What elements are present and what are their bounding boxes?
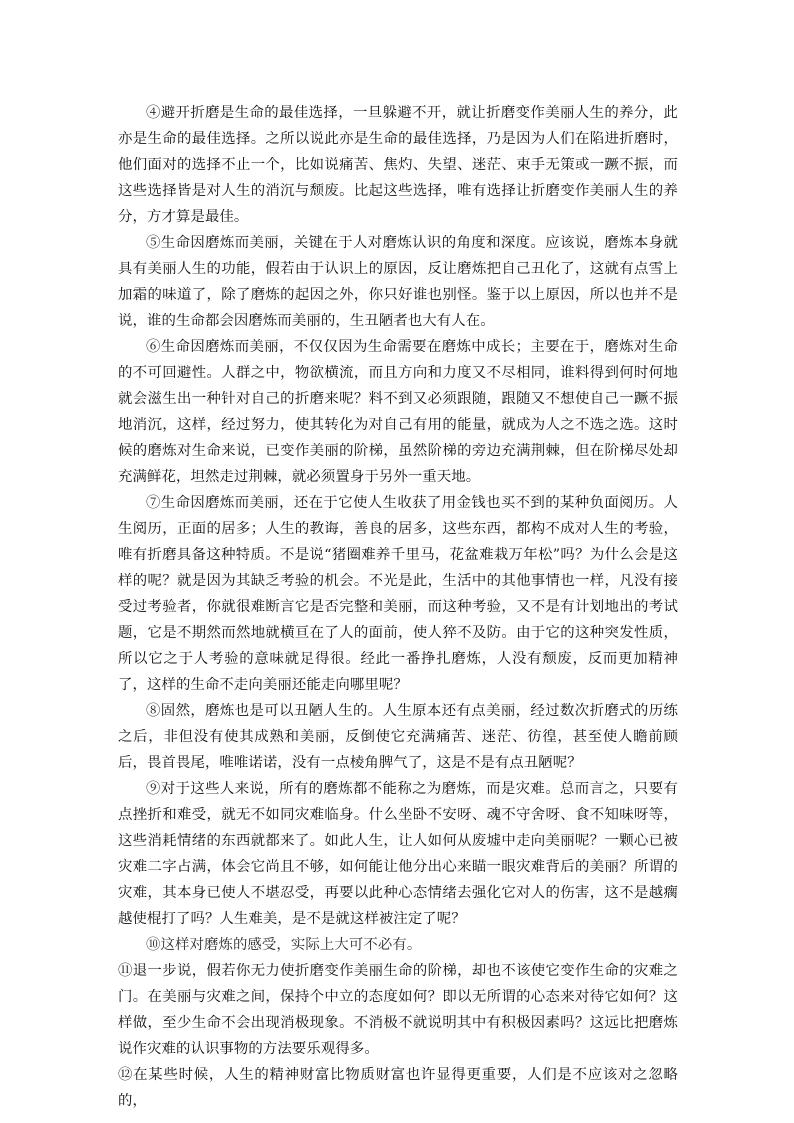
paragraph-4: ④避开折磨是生命的最佳选择，一旦躲避不开，就让折磨变作美丽人生的养分，此亦是生命的最佳选择。之所以说此亦是生命的最佳选择，乃是因为人们在陷进折磨时，他们面对的选择不止一个，比如说痛苦、焦灼、失望、迷茫、束手无策或一蹶不振，而这些选择皆是对人生的消沉与颓废。比起这些选择，唯有选择让折磨变作美丽人生的养分，方才算是最佳。 bbox=[118, 105, 678, 225]
paragraph-9: ⑨对于这些人来说，所有的磨炼都不能称之为磨炼，而是灾难。总而言之，只要有点挫折和难受，就无不如同灾难临身。什么坐卧不安呀、魂不守舍呀、食不知味呀等，这些消耗情绪的东西就都来了。如此人生，让人如何从废墟中走向美丽呢？一颗心已被灾难二字占满，体会它尚且不够，如何能让他分出心来瞄一眼灾难背后的美丽？所谓的灾难，其本身已使人不堪忍受，再要以此种心态情绪去强化它对人的伤害，这不是越瘸越使棍打了吗？人生难美，是不是就这样被注定了呢？ bbox=[118, 781, 678, 927]
paragraph-10: ⑩这样对磨炼的感受，实际上大可不必有。 bbox=[146, 937, 422, 953]
paragraph-12: ⑫在某些时候，人生的精神财富比物质财富也许显得更重要，人们是不应该对之忽略的， bbox=[118, 1067, 678, 1109]
paragraph-6: ⑥生命因磨炼而美丽，不仅仅因为生命需要在磨炼中成长；主要在于，磨炼对生命的不可回避性。人群之中，物欲横流，而且方向和力度又不尽相同，谁料得到何时何地就会滋生出一种针对自己的折磨来呢？料不到又必须跟随，跟随又不想使自己一蹶不振地消沉，这样，经过努力，使其转化为对自己有用的能量，就成为人之不选之选。这时候的磨炼对生命来说，已变作美丽的阶梯，虽然阶梯的旁边充满荆棘，但在阶梯尽处却充满鲜花，坦然走过荆棘，就必须置身于另外一重天地。 bbox=[118, 339, 678, 485]
paragraph-7: ⑦生命因磨炼而美丽，还在于它使人生收获了用金钱也买不到的某种负面阅历。人生阅历，正面的居多；人生的教诲，善良的居多，这些东西，都构不成对人生的考验，唯有折磨具备这种特质。不是说“猪圈难养千里马，花盆难栽万年松”吗？为什么会是这样的呢？就是因为其缺乏考验的机会。不光是此，生活中的其他事情也一样，凡没有接受过考验者，你就很难断言它是否完整和美丽，而这种考验，又不是有计划地出的考试题，它是不期然而然地就横亘在了人的面前，使人猝不及防。由于它的这种突发性质，所以它之于人考验的意味就足得很。经此一番挣扎磨炼，人没有颓废，反而更加精神了，这样的生命不走向美丽还能走向哪里呢？ bbox=[118, 495, 678, 693]
paragraph-5: ⑤生命因磨炼而美丽，关键在于人对磨炼认识的角度和深度。应该说，磨炼本身就具有美丽人生的功能，假若由于认识上的原因，反让磨炼把自己丑化了，这就有点雪上加霜的味道了，除了磨炼的起因之外，你只好谁也别怪。鉴于以上原因，所以也并不是说，谁的生命都会因磨炼而美丽的，生丑陋者也大有人在。 bbox=[118, 235, 678, 329]
paragraph-8: ⑧固然，磨炼也是可以丑陋人生的。人生原本还有点美丽，经过数次折磨式的历练之后，非但没有使其成熟和美丽，反倒使它充满痛苦、迷茫、彷徨，甚至使人瞻前顾后，畏首畏尾，唯唯诺诺，没有一点棱角脾气了，这是不是有点丑陋呢？ bbox=[118, 703, 678, 771]
document-body bbox=[118, 100, 678, 1114]
paragraph-11: ⑪退一步说，假若你无力使折磨变作美丽生命的阶梯，却也不该使它变作生命的灾难之门。在美丽与灾难之间，保持个中立的态度如何？即以无所谓的心态来对待它如何？这样做，至少生命不会出现消极现象。不消极不就说明其中有积极因素吗？这远比把磨炼说作灾难的认识事物的方法要乐观得多。 bbox=[118, 963, 678, 1057]
